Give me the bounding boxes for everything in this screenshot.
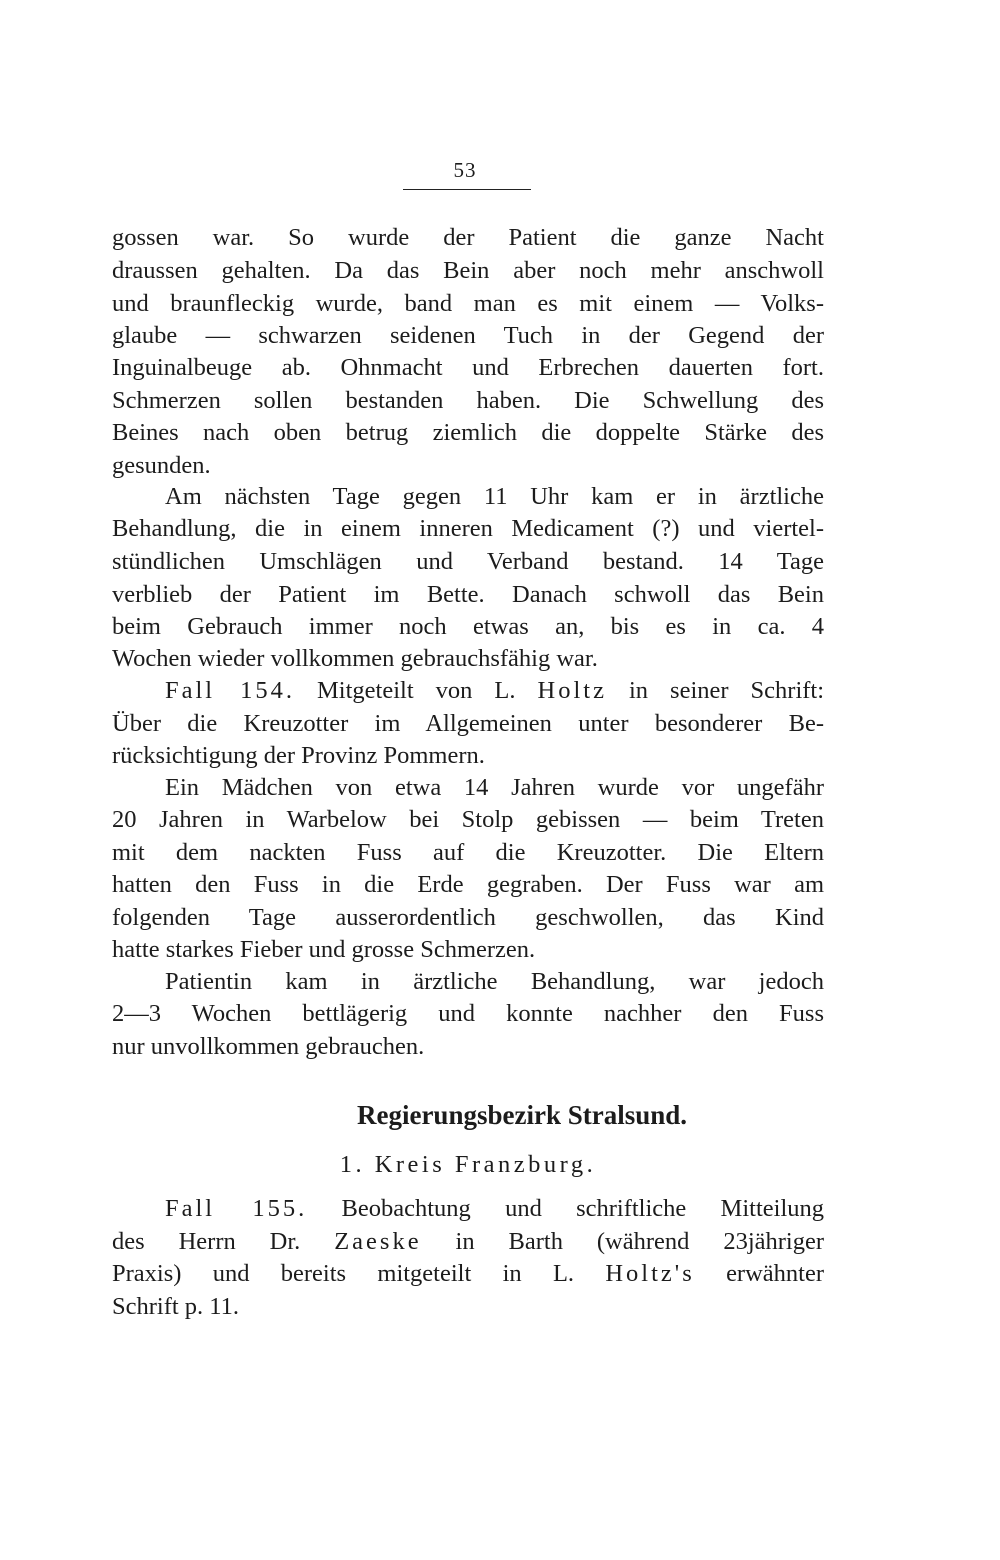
text-line: rücksichtigung der Provinz Pommern. (112, 742, 485, 769)
text-fragment: Beobachtung und schriftliche Mitteilung (341, 1195, 824, 1222)
text-line: 20 Jahren in Warbelow bei Stolp gebissen — beim Treten (112, 806, 824, 833)
text-line: hatte starkes Fieber und grosse Schmerzen. (112, 936, 536, 963)
text-fragment: Praxis) und bereits mitgeteilt in L. (112, 1260, 575, 1287)
text-line: nur unvollkommen gebrauchen. (112, 1033, 425, 1060)
text-line (165, 674, 824, 708)
case-label: Fall 154. (165, 677, 295, 704)
text-line: Wochen wieder vollkommen gebrauchsfähig war. (112, 645, 598, 672)
text-line: gossen war. So wurde der Patient die ganze Nacht (112, 224, 824, 251)
text-line: beim Gebrauch immer noch etwas an, bis es in ca. 4 (112, 613, 824, 640)
text-line: Schmerzen sollen bestanden haben. Die Schwellung des (112, 387, 824, 414)
author-name: Zaeske (334, 1228, 422, 1255)
text-line (112, 1257, 824, 1291)
text-line: draussen gehalten. Da das Bein aber noch mehr anschwoll (112, 257, 824, 284)
text-line: glaube — schwarzen seidenen Tuch in der Gegend der (112, 322, 824, 349)
text-line: Beines nach oben betrug ziemlich die doppelte Stärke des (112, 419, 824, 446)
text-line: stündlichen Umschlägen und Verband bestand. 14 Tage (112, 548, 824, 575)
text-line (112, 1225, 824, 1259)
text-line: und braunfleckig wurde, band man es mit einem — Volks- (112, 290, 824, 317)
text-line: gesunden. (112, 452, 211, 479)
text-line: hatten den Fuss in die Erde gegraben. Der Fuss war am (112, 871, 824, 898)
text-line: Behandlung, die in einem inneren Medicament (?) und viertel- (112, 515, 824, 542)
text-line: verblieb der Patient im Bette. Danach schwoll das Bein (112, 581, 824, 608)
author-name: Holtz's (605, 1260, 695, 1287)
text-line: 2—3 Wochen bettlägerig und konnte nachher den Fuss (112, 1000, 824, 1027)
page-number: 53 (453, 158, 477, 182)
text-fragment: Mitgeteilt von L. (317, 677, 516, 704)
page-number-rule (403, 189, 531, 190)
text-line: Inguinalbeuge ab. Ohnmacht und Erbrechen dauerten fort. (112, 354, 824, 381)
author-name: Holtz (537, 677, 607, 704)
text-fragment: in seiner Schrift: (628, 677, 825, 704)
text-line: Über die Kreuzotter im Allgemeinen unter besonderer Be- (112, 710, 824, 737)
section-heading: Regierungsbezirk Stralsund. (356, 1100, 688, 1130)
text-line: Am nächsten Tage gegen 11 Uhr kam er in ärztliche (165, 483, 824, 510)
case-label: Fall 155. (165, 1195, 308, 1222)
text-fragment: in Barth (während 23jähriger (455, 1228, 825, 1255)
text-line: Patientin kam in ärztliche Behandlung, war jedoch (165, 968, 824, 995)
text-fragment: erwähnter (726, 1260, 825, 1287)
text-line: mit dem nackten Fuss auf die Kreuzotter. Die Eltern (112, 839, 824, 866)
text-line: folgenden Tage ausserordentlich geschwollen, das Kind (112, 904, 824, 931)
text-line: Schrift p. 11. (112, 1293, 240, 1320)
text-line (165, 1192, 824, 1226)
text-line: Ein Mädchen von etwa 14 Jahren wurde vor ungefähr (165, 774, 824, 801)
subsection-heading: 1. Kreis Franzburg. (339, 1151, 597, 1178)
text-fragment: des Herrn Dr. (112, 1228, 301, 1255)
